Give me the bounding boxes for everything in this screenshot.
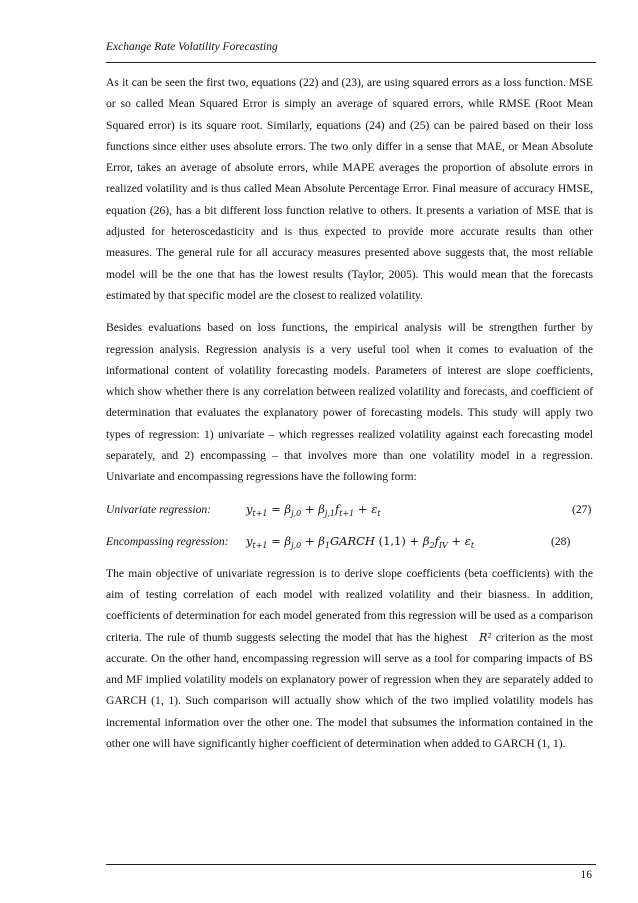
r-squared-symbol: R² <box>479 630 492 644</box>
running-header: Exchange Rate Volatility Forecasting <box>106 41 278 53</box>
paragraph-loss-functions: As it can be seen the first two, equations (22) and (23), are using squared errors as a loss function. MSE or so called Mean Squared Error is simply an average of squared errors, while RMSE (Root Mean Squared error) is its square root. Similarly, equations (24) and (25) can be paired based on their loss functions since either uses absolute errors. The two only differ in a sense that MAE, or Mean Absolute Error, takes an average of absolute errors, while MAPE averages the proportion of absolute errors in realized volatility and is thus called Mean Absolute Percentage Error. Final measure of accuracy HMSE, equation (26), has a bit different loss function relative to others. It presents a variation of MSE that is adjusted for heteroscedasticity and is thus expected to provide more accurate results than other measures. The general rule for all accuracy measures presented above suggests that, the most reliable model will be the one that has the lowest results (Taylor, 2005). This would mean that the forecasts estimated by that specific model are the closest to realized volatility. <box>106 76 593 302</box>
paragraph-objectives: The main objective of univariate regression is to derive slope coefficients (beta coefficients) with the aim of testing correlation of each model with realized volatility and their biasness. In addition, coefficients of determination for each model generated from this regression will be used as a comparison criteria. The rule of thumb suggests selecting the model that has the highest R² criterion as the most accurate. On the other hand, encompassing regression will serve as a tool for comparing impacts of BS and MF implied volatility models on explanatory power of regression when they are separately added to GARCH (1, 1). Such comparison will actually show which of the two implied volatility models has incremental information over the other one. The model that subsumes the information contained in the other one will have significantly higher coefficient of determination when added to GARCH (1, 1). <box>106 566 594 751</box>
equation-number: (28) <box>551 534 571 548</box>
equation-label: Univariate regression: <box>106 502 212 516</box>
equation-formula: $y_{t+1} = \beta_{j,0} + \beta_{j,1}f_{t+1} + \varepsilon_t$ <box>246 501 381 518</box>
page-body <box>106 72 593 765</box>
equation-encompassing <box>106 531 593 552</box>
equation-number: (27) <box>572 502 592 516</box>
equation-univariate <box>106 499 593 520</box>
footer-divider <box>106 864 596 865</box>
equation-label: Encompassing regression: <box>106 534 229 548</box>
header-divider <box>106 62 596 63</box>
paragraph-regression-analysis: Besides evaluations based on loss functions, the empirical analysis will be strengthen further by regression analysis. Regression analysis is a very useful tool when it comes to evaluation of the informational content of volatility forecasting models. Parameters of interest are slope coefficients, which show whether there is any correlation between realized volatility and forecasts, and coefficient of determination that evaluates the explanatory power of forecasting models. This study will apply two types of regression: 1) univariate – which regresses realized volatility against each forecasting model separately, and 2) encompassing – that involves more than one volatility model in a regression. Univariate and encompassing regressions have the following form: <box>106 321 593 484</box>
page-number: 16 <box>580 869 592 881</box>
equation-formula: $y_{t+1} = \beta_{j,0}$ + $\beta_1GARCH$ $(1,1) + \beta_2f_{IV} + \varepsilon_t$ <box>246 533 475 550</box>
